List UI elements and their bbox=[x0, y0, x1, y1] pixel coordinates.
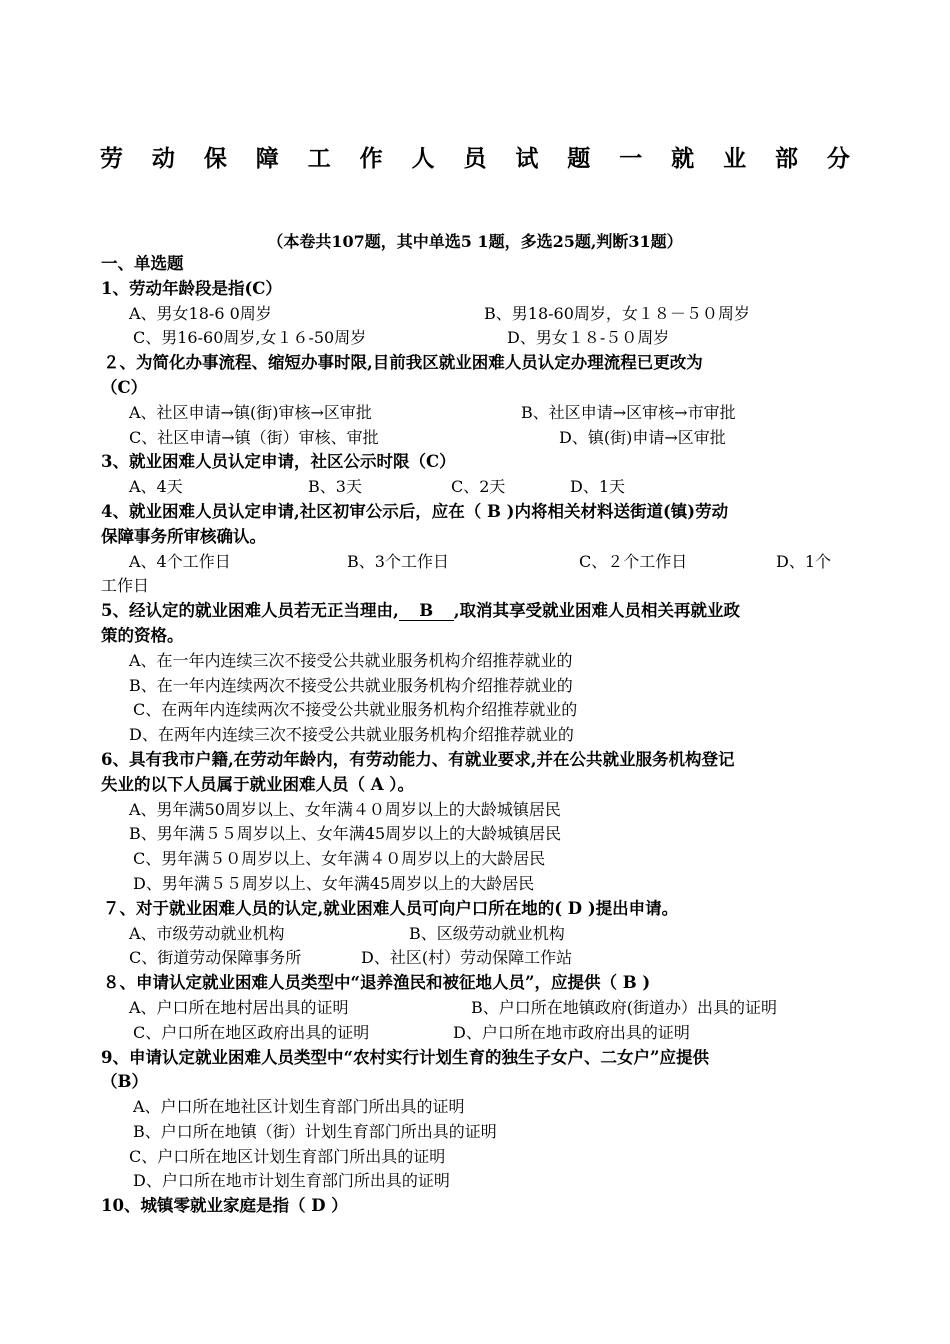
question-7: ７、对于就业困难人员的认定,就业困难人员可向户口所在地的( D )提出申请。 bbox=[103, 898, 679, 918]
question-5 bbox=[101, 599, 851, 624]
question-3: 3、就业困难人员认定申请，社区公示时限（C） bbox=[101, 452, 456, 472]
question-8-options bbox=[101, 996, 851, 1021]
title-char: 就 bbox=[671, 145, 695, 172]
section-heading: 一、单选题 bbox=[101, 254, 184, 273]
question-5-options bbox=[101, 723, 851, 748]
title-char: 业 bbox=[723, 145, 747, 172]
title-char: 人 bbox=[411, 145, 435, 172]
question-4-option-d-cont: 工作日 bbox=[101, 576, 150, 596]
title-char: 障 bbox=[255, 145, 279, 172]
option-a: A、社区申请→镇(街)审核→区审批 bbox=[129, 402, 372, 422]
option-b: B、社区申请→区审核→市审批 bbox=[521, 402, 736, 422]
question-4: 4、就业困难人员认定申请,社区初审公示后，应在（ B )内将相关材料送街道(镇)劳动 bbox=[101, 501, 729, 521]
option-a: A、4天 bbox=[129, 477, 183, 497]
question-9-options bbox=[101, 1095, 851, 1120]
title-char: 题 bbox=[567, 145, 591, 172]
question-5-options bbox=[101, 698, 851, 723]
question-8: ８、申请认定就业困难人员类型中“退养渔民和被征地人员”，应提供（ B ) bbox=[103, 973, 651, 993]
option-c: C、男16-60周岁,女１６-50周岁 bbox=[133, 328, 367, 348]
option-c: C、男年满５０周岁以上、女年满４０周岁以上的大龄居民 bbox=[133, 849, 546, 869]
question-9-options bbox=[101, 1145, 851, 1170]
question-6-options bbox=[101, 798, 851, 823]
question-4-options bbox=[101, 550, 851, 575]
question-list bbox=[101, 252, 851, 1219]
option-b: B、男18-60周岁，女１８－５０周岁 bbox=[484, 303, 750, 323]
option-a: A、4个工作日 bbox=[129, 551, 231, 571]
question-2-options bbox=[101, 426, 851, 451]
question-6-options bbox=[101, 872, 851, 897]
question-9-options bbox=[101, 1169, 851, 1194]
option-c: C、户口所在地区计划生育部门所出具的证明 bbox=[129, 1146, 446, 1166]
option-d: D、镇(街)申请→区审批 bbox=[559, 427, 726, 447]
title-char: 分 bbox=[826, 145, 850, 172]
title-char: 动 bbox=[151, 145, 175, 172]
option-a: A、男年满50周岁以上、女年满４０周岁以上的大龄城镇居民 bbox=[129, 799, 561, 819]
option-b: B、3天 bbox=[308, 477, 362, 497]
title-char: 部 bbox=[774, 145, 798, 172]
question-9: 9、申请认定就业困难人员类型中“农村实行计划生育的独生子女户、二女户”应提供 bbox=[101, 1047, 709, 1067]
option-c: C、在两年内连续两次不接受公共就业服务机构介绍推荐就业的 bbox=[133, 700, 578, 720]
question-2-answer: （C） bbox=[101, 377, 148, 397]
title-char: 作 bbox=[359, 145, 383, 172]
option-b: B、户口所在地镇政府(街道办）出具的证明 bbox=[471, 997, 778, 1017]
question-2-options bbox=[101, 401, 851, 426]
question-10: 10、城镇零就业家庭是指（ D ） bbox=[101, 1196, 348, 1216]
question-9-answer: （B） bbox=[101, 1072, 148, 1092]
option-d: D、男女１８-５０周岁 bbox=[507, 328, 670, 348]
question-6-options bbox=[101, 822, 851, 847]
title-char: 工 bbox=[307, 145, 331, 172]
option-d: D、户口所在地市计划生育部门所出具的证明 bbox=[133, 1171, 450, 1191]
answer-blank: B bbox=[399, 602, 454, 621]
title-char: 试 bbox=[515, 145, 539, 172]
question-7-options bbox=[101, 946, 851, 971]
question-5-post: ,取消其享受就业困难人员相关再就业政 bbox=[453, 601, 740, 621]
question-8-options bbox=[101, 1021, 851, 1046]
question-5-pre: 5、经认定的就业困难人员若无正当理由, bbox=[101, 601, 399, 621]
question-2: ２、为简化办事流程、缩短办事时限,目前我区就业困难人员认定办理流程已更改为 bbox=[103, 353, 703, 373]
question-1: 1、劳动年龄段是指(C） bbox=[101, 278, 282, 298]
option-a: A、户口所在地社区计划生育部门所出具的证明 bbox=[133, 1097, 465, 1117]
option-b: B、区级劳动就业机构 bbox=[409, 923, 565, 943]
question-5-cont: 策的资格。 bbox=[101, 625, 184, 645]
option-a: A、户口所在地村居出具的证明 bbox=[129, 997, 349, 1017]
option-d: D、1个 bbox=[776, 551, 832, 571]
question-5-options bbox=[101, 649, 851, 674]
title-char: 员 bbox=[463, 145, 487, 172]
option-a: A、男女18-6 0周岁 bbox=[129, 303, 272, 323]
question-6-cont: 失业的以下人员属于就业困难人员（ A ）。 bbox=[101, 774, 415, 794]
question-1-options bbox=[101, 326, 851, 351]
question-6-options bbox=[101, 847, 851, 872]
option-d: D、在两年内连续三次不接受公共就业服务机构介绍推荐就业的 bbox=[129, 725, 574, 745]
option-b: B、3个工作日 bbox=[347, 551, 449, 571]
option-c: C、社区申请→镇（街）审核、审批 bbox=[129, 427, 379, 447]
option-d: D、户口所在地市政府出具的证明 bbox=[453, 1022, 690, 1042]
option-b: B、户口所在地镇（街）计划生育部门所出具的证明 bbox=[133, 1121, 497, 1141]
question-3-options bbox=[101, 475, 851, 500]
option-d: D、1天 bbox=[570, 477, 626, 497]
title-char: 一 bbox=[619, 145, 643, 172]
option-d: D、社区(村）劳动保障工作站 bbox=[361, 948, 573, 968]
question-5-options bbox=[101, 674, 851, 699]
title-char: 劳 bbox=[100, 145, 123, 172]
question-6: 6、具有我市户籍,在劳动年龄内，有劳动能力、有就业要求,并在公共就业服务机构登记 bbox=[101, 749, 735, 769]
exam-summary: （本卷共107题，其中单选5 1题，多选25题,判断31题） bbox=[267, 232, 683, 251]
option-c: C、户口所在地区政府出具的证明 bbox=[133, 1022, 370, 1042]
option-a: A、市级劳动就业机构 bbox=[129, 923, 285, 943]
option-b: B、男年满５５周岁以上、女年满45周岁以上的大龄城镇居民 bbox=[129, 824, 562, 844]
option-c: C、２个工作日 bbox=[579, 551, 688, 571]
question-9-options bbox=[101, 1120, 851, 1145]
option-b: B、在一年内连续两次不接受公共就业服务机构介绍推荐就业的 bbox=[129, 675, 573, 695]
page-title bbox=[100, 140, 850, 173]
option-c: C、2天 bbox=[451, 477, 506, 497]
question-1-options bbox=[101, 302, 851, 327]
option-d: D、男年满５５周岁以上、女年满45周岁以上的大龄居民 bbox=[133, 873, 535, 893]
option-c: C、街道劳动保障事务所 bbox=[129, 948, 302, 968]
question-7-options bbox=[101, 922, 851, 947]
question-4-cont: 保障事务所审核确认。 bbox=[101, 526, 266, 546]
option-a: A、在一年内连续三次不接受公共就业服务机构介绍推荐就业的 bbox=[129, 650, 573, 670]
title-char: 保 bbox=[203, 145, 227, 172]
